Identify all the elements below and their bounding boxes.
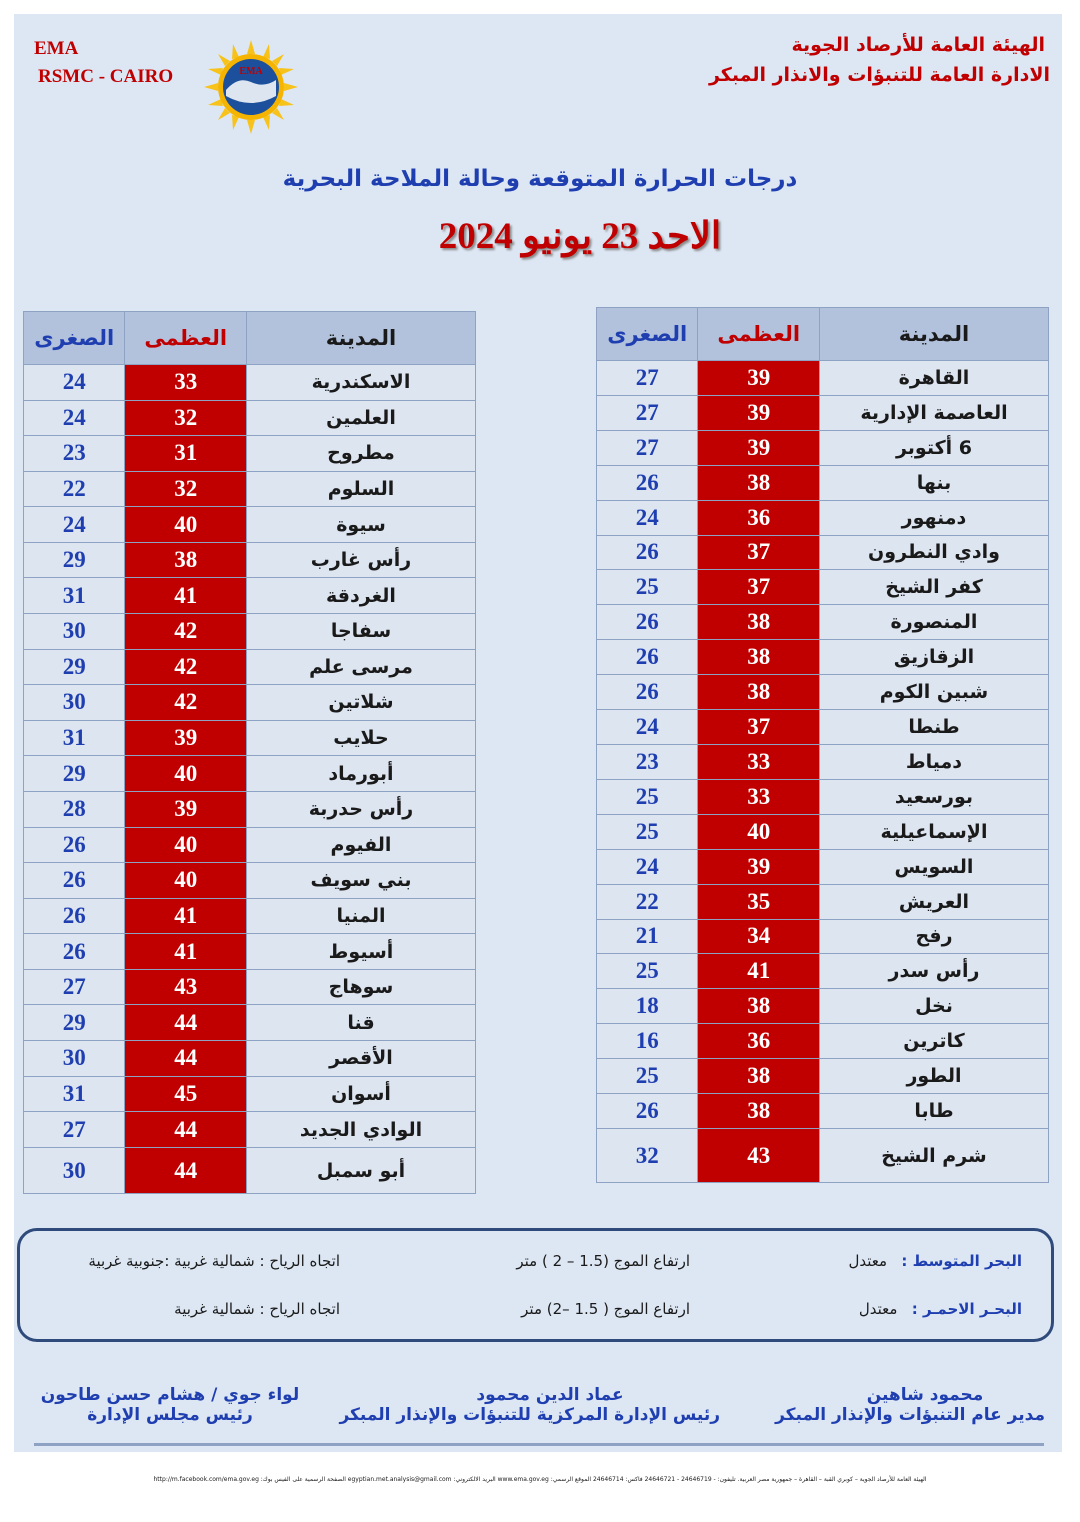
max-temp: 38 [698, 1059, 820, 1094]
signature-title: رئيس الإدارة المركزية للتنبؤات والإنذار المبكر [339, 1405, 720, 1425]
max-temp: 43 [698, 1129, 820, 1183]
city-name: حلايب [246, 720, 475, 756]
max-temp: 39 [698, 361, 820, 396]
ema-logo-icon [204, 40, 298, 134]
min-temp: 26 [24, 898, 125, 934]
city-name: رفح [819, 919, 1048, 954]
table-row [597, 1024, 1049, 1059]
ema-label: EMA [34, 38, 79, 59]
max-temp: 39 [125, 720, 247, 756]
max-temp: 35 [698, 884, 820, 919]
city-name: الإسماعيلية [819, 814, 1048, 849]
table-row [597, 1094, 1049, 1129]
red-sea-state: معتدل [858, 1300, 898, 1318]
med-sea-line [848, 1252, 1022, 1270]
city-name: المنيا [246, 898, 475, 934]
min-temp: 31 [24, 720, 125, 756]
city-name: دمياط [819, 744, 1048, 779]
signature-title: مدير عام التنبؤات والإنذار المبكر [775, 1405, 1045, 1425]
table-row [24, 827, 476, 863]
min-temp: 24 [24, 507, 125, 543]
min-temp: 26 [597, 640, 698, 675]
city-name: كفر الشيخ [819, 570, 1048, 605]
min-temp: 26 [597, 1094, 698, 1129]
table-header-row [24, 312, 476, 365]
footer-contact: الهيئة العامة للأرصاد الجوية – كوبري القبة – القاهرة – جمهورية مصر العربية. تليفون: - 24646719 - 24646721 فاكس: 24646714 الموقع الرسمي: www.ema.gov.eg البريد الالكتروني: egyptian.met.analysis@gmail.com الصفحة الرسمية على الفيس بوك: http://m.facebook.com/ema.gov.eg [153, 1476, 927, 1483]
city-name: دمنهور [819, 500, 1048, 535]
city-name: العلمين [246, 400, 475, 436]
table-row [24, 578, 476, 614]
city-name: وادي النطرون [819, 535, 1048, 570]
city-name: طنطا [819, 710, 1048, 745]
table-row [597, 779, 1049, 814]
city-name: العريش [819, 884, 1048, 919]
min-temp: 27 [597, 430, 698, 465]
city-name: الزقازيق [819, 640, 1048, 675]
table-row [24, 365, 476, 401]
max-temp: 41 [125, 934, 247, 970]
table-row [24, 436, 476, 472]
max-temp: 39 [698, 430, 820, 465]
max-temp: 33 [698, 779, 820, 814]
table-row [597, 570, 1049, 605]
max-temp: 34 [698, 919, 820, 954]
min-temp: 25 [597, 954, 698, 989]
min-temp: 30 [24, 614, 125, 650]
min-temp: 24 [597, 500, 698, 535]
max-temp: 40 [125, 863, 247, 899]
max-temp: 37 [698, 535, 820, 570]
city-name: سوهاج [246, 969, 475, 1005]
table-row [24, 1148, 476, 1194]
min-temp: 30 [24, 1040, 125, 1076]
temperature-table-left [23, 311, 476, 1194]
city-name: رأس حدربة [246, 791, 475, 827]
org-name-line2: الادارة العامة للتنبؤات والانذار المبكر [708, 64, 1050, 86]
bulletin-title: درجات الحرارة المتوقعة وحالة الملاحة البحرية [282, 166, 798, 192]
city-name: سفاجا [246, 614, 475, 650]
min-temp: 22 [24, 471, 125, 507]
table-row [597, 465, 1049, 500]
min-temp: 31 [24, 578, 125, 614]
max-header: العظمى [717, 322, 801, 346]
table-row [24, 756, 476, 792]
max-temp: 42 [125, 685, 247, 721]
city-name: 6 أكتوبر [819, 430, 1048, 465]
max-temp: 32 [125, 471, 247, 507]
table-row [597, 814, 1049, 849]
min-temp: 25 [597, 779, 698, 814]
max-temp: 44 [125, 1112, 247, 1148]
table-row [24, 1005, 476, 1041]
min-temp: 32 [597, 1129, 698, 1183]
table-row [597, 884, 1049, 919]
table-row [597, 605, 1049, 640]
min-header: الصغرى [607, 322, 688, 346]
max-temp: 36 [698, 500, 820, 535]
max-temp: 41 [125, 578, 247, 614]
max-temp: 40 [125, 507, 247, 543]
min-temp: 29 [24, 649, 125, 685]
city-name: الغردقة [246, 578, 475, 614]
city-name: الوادي الجديد [246, 1112, 475, 1148]
sea-conditions-box [17, 1228, 1054, 1342]
min-temp: 25 [597, 570, 698, 605]
min-temp: 26 [24, 863, 125, 899]
table-row [24, 898, 476, 934]
max-temp: 40 [125, 827, 247, 863]
min-temp: 26 [24, 827, 125, 863]
min-temp: 30 [24, 685, 125, 721]
min-temp: 26 [24, 934, 125, 970]
min-temp: 27 [597, 361, 698, 396]
city-name: المنصورة [819, 605, 1048, 640]
min-temp: 31 [24, 1076, 125, 1112]
temperature-table-right [596, 307, 1049, 1183]
table-row [597, 361, 1049, 396]
table-row [24, 720, 476, 756]
table-header-row [597, 308, 1049, 361]
min-temp: 18 [597, 989, 698, 1024]
min-temp: 27 [24, 1112, 125, 1148]
city-name: مرسى علم [246, 649, 475, 685]
max-temp: 42 [125, 614, 247, 650]
table-row [24, 1112, 476, 1148]
max-temp: 31 [125, 436, 247, 472]
city-name: أسوان [246, 1076, 475, 1112]
city-name: سيوة [246, 507, 475, 543]
max-temp: 41 [125, 898, 247, 934]
signature-central-head [339, 1385, 720, 1425]
max-temp: 44 [125, 1040, 247, 1076]
max-temp: 33 [698, 744, 820, 779]
table-row [597, 1059, 1049, 1094]
table-row [24, 400, 476, 436]
max-temp: 45 [125, 1076, 247, 1112]
min-temp: 27 [24, 969, 125, 1005]
red-sea-line [859, 1300, 1022, 1318]
table-row [24, 969, 476, 1005]
max-temp: 38 [698, 675, 820, 710]
min-temp: 21 [597, 919, 698, 954]
table-row [24, 685, 476, 721]
signature-name: عماد الدين محمود [476, 1385, 624, 1405]
min-temp: 26 [597, 605, 698, 640]
signature-forecast-director [775, 1385, 1045, 1425]
city-header: المدينة [898, 322, 970, 346]
table-row [597, 675, 1049, 710]
footer-separator [34, 1443, 1044, 1446]
med-sea-label: البحر المتوسط : [901, 1252, 1022, 1270]
red-sea-wind: اتجاه الرياح : شمالية غربية [174, 1300, 340, 1318]
city-name: أسيوط [246, 934, 475, 970]
table-row [24, 614, 476, 650]
table-row [24, 1040, 476, 1076]
table-row [24, 791, 476, 827]
max-header: العظمى [144, 326, 228, 350]
max-temp: 38 [698, 1094, 820, 1129]
table-row [597, 919, 1049, 954]
min-temp: 23 [597, 744, 698, 779]
max-temp: 41 [698, 954, 820, 989]
red-sea-wave: ارتفاع الموج ( 1.5 –2) متر [521, 1300, 690, 1318]
max-temp: 37 [698, 570, 820, 605]
max-temp: 38 [698, 640, 820, 675]
table-row [597, 710, 1049, 745]
min-temp: 29 [24, 1005, 125, 1041]
table-row [24, 507, 476, 543]
logo-text: EMA [239, 66, 263, 77]
min-temp: 24 [24, 365, 125, 401]
med-sea-state: معتدل [848, 1252, 888, 1270]
max-temp: 44 [125, 1005, 247, 1041]
max-temp: 37 [698, 710, 820, 745]
city-name: رأس غارب [246, 542, 475, 578]
min-temp: 29 [24, 542, 125, 578]
table-row [597, 954, 1049, 989]
city-name: بنها [819, 465, 1048, 500]
min-temp: 29 [24, 756, 125, 792]
rsmc-label: RSMC - CAIRO [38, 66, 174, 87]
city-name: الاسكندرية [246, 365, 475, 401]
max-temp: 36 [698, 1024, 820, 1059]
signature-name: لواء جوي / هشام حسن طاحون [40, 1385, 300, 1405]
city-name: نخل [819, 989, 1048, 1024]
city-name: أبورماد [246, 756, 475, 792]
min-temp: 22 [597, 884, 698, 919]
city-name: القاهرة [819, 361, 1048, 396]
med-sea-wave: ارتفاع الموج (1.5 – 2 ) متر [516, 1252, 690, 1270]
min-temp: 23 [24, 436, 125, 472]
min-temp: 24 [597, 849, 698, 884]
city-name: شبين الكوم [819, 675, 1048, 710]
org-name-line1: الهيئة العامة للأرصاد الجوية [791, 34, 1045, 56]
city-name: بورسعيد [819, 779, 1048, 814]
table-row [597, 640, 1049, 675]
table-row [24, 863, 476, 899]
city-name: طابا [819, 1094, 1048, 1129]
table-row [24, 934, 476, 970]
max-temp: 38 [698, 465, 820, 500]
table-row [597, 395, 1049, 430]
min-temp: 30 [24, 1148, 125, 1194]
city-name: الأقصر [246, 1040, 475, 1076]
city-name: بني سويف [246, 863, 475, 899]
table-row [597, 430, 1049, 465]
max-temp: 38 [698, 605, 820, 640]
table-row [597, 744, 1049, 779]
table-row [24, 649, 476, 685]
city-name: السويس [819, 849, 1048, 884]
min-temp: 25 [597, 1059, 698, 1094]
max-temp: 38 [698, 989, 820, 1024]
min-temp: 25 [597, 814, 698, 849]
table-row [24, 1076, 476, 1112]
city-name: مطروح [246, 436, 475, 472]
max-temp: 33 [125, 365, 247, 401]
city-name: شرم الشيخ [819, 1129, 1048, 1183]
table-row [597, 535, 1049, 570]
city-name: الطور [819, 1059, 1048, 1094]
table-row [597, 1129, 1049, 1183]
table-row [597, 500, 1049, 535]
min-temp: 28 [24, 791, 125, 827]
city-name: العاصمة الإدارية [819, 395, 1048, 430]
city-name: شلاتين [246, 685, 475, 721]
city-name: أبو سمبل [246, 1148, 475, 1194]
min-temp: 24 [597, 710, 698, 745]
max-temp: 43 [125, 969, 247, 1005]
city-name: رأس سدر [819, 954, 1048, 989]
max-temp: 42 [125, 649, 247, 685]
signature-title: رئيس مجلس الإدارة [87, 1405, 253, 1425]
red-sea-label: البحـر الاحمـر : [911, 1300, 1022, 1318]
city-name: قنا [246, 1005, 475, 1041]
min-temp: 26 [597, 535, 698, 570]
min-temp: 26 [597, 465, 698, 500]
min-temp: 27 [597, 395, 698, 430]
med-sea-wind: اتجاه الرياح : شمالية غربية :جنوبية غربية [88, 1252, 340, 1270]
max-temp: 38 [125, 542, 247, 578]
max-temp: 40 [125, 756, 247, 792]
max-temp: 40 [698, 814, 820, 849]
city-name: الفيوم [246, 827, 475, 863]
table-row [597, 989, 1049, 1024]
max-temp: 39 [698, 849, 820, 884]
signature-chairman [40, 1385, 300, 1425]
city-name: السلوم [246, 471, 475, 507]
max-temp: 32 [125, 400, 247, 436]
min-temp: 24 [24, 400, 125, 436]
max-temp: 39 [698, 395, 820, 430]
table-row [24, 471, 476, 507]
min-temp: 16 [597, 1024, 698, 1059]
min-header: الصغرى [34, 326, 115, 350]
city-name: كاترين [819, 1024, 1048, 1059]
max-temp: 44 [125, 1148, 247, 1194]
min-temp: 26 [597, 675, 698, 710]
table-row [24, 542, 476, 578]
max-temp: 39 [125, 791, 247, 827]
table-row [597, 849, 1049, 884]
city-header: المدينة [325, 326, 397, 350]
signature-name: محمود شاهين [866, 1385, 984, 1405]
bulletin-date: الاحد 23 يونيو 2024 [438, 216, 722, 257]
